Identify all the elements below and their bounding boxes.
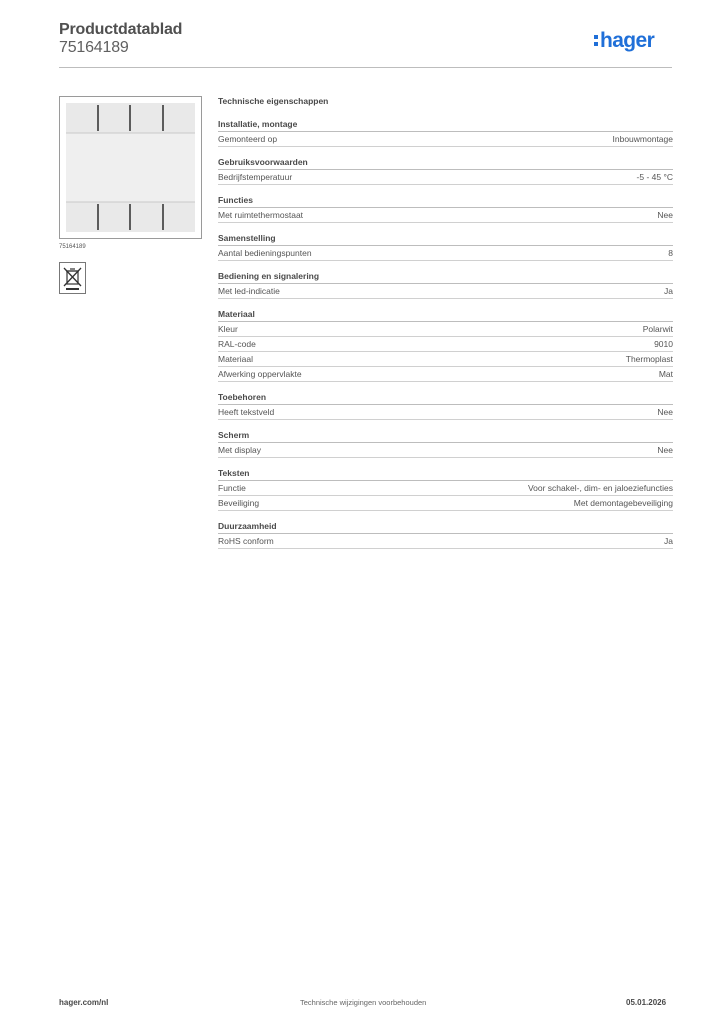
- spec-section: [218, 271, 673, 299]
- spec-row: [218, 337, 673, 352]
- spec-row: [218, 496, 673, 511]
- spec-section: [218, 195, 673, 223]
- spec-label: Functie: [218, 483, 246, 493]
- spec-value: Met demontagebeveiliging: [573, 498, 673, 508]
- spec-label: RoHS conform: [218, 536, 274, 546]
- spec-section-title: Samenstelling: [218, 233, 673, 246]
- spec-section-title: Installatie, montage: [218, 119, 673, 132]
- spec-value: Polarwit: [642, 324, 673, 334]
- spec-label: Beveiliging: [218, 498, 260, 508]
- spec-value: Nee: [657, 210, 673, 220]
- spec-row: [218, 170, 673, 185]
- spec-row: [218, 367, 673, 382]
- spec-row: [218, 246, 673, 261]
- spec-value: -5 - 45 °C: [636, 172, 673, 182]
- spec-section-title: Scherm: [218, 430, 673, 443]
- spec-value: 8: [668, 248, 673, 258]
- spec-section: [218, 157, 673, 185]
- spec-row: [218, 284, 673, 299]
- spec-label: Kleur: [218, 324, 238, 334]
- spec-label: Materiaal: [218, 354, 253, 364]
- spec-section-title: Bediening en signalering: [218, 271, 673, 284]
- spec-row: [218, 534, 673, 549]
- spec-label: Met ruimtethermostaat: [218, 210, 304, 220]
- eight-button-push-switch-image: [60, 97, 201, 238]
- spec-section: [218, 309, 673, 382]
- spec-section-title: Teksten: [218, 468, 673, 481]
- footer-website-link[interactable]: hager.com/nl: [59, 998, 109, 1007]
- spec-value: Thermoplast: [625, 354, 673, 364]
- spec-section: [218, 233, 673, 261]
- spec-section: [218, 392, 673, 420]
- spec-label: Aantal bedieningspunten: [218, 248, 312, 258]
- spec-label: RAL-code: [218, 339, 256, 349]
- page-title: Productdatablad: [59, 21, 183, 38]
- footer-date: 05.01.2026: [626, 998, 667, 1007]
- spec-section: [218, 119, 673, 147]
- specification-sections: [218, 119, 673, 549]
- specifications-heading: Technische eigenschappen: [218, 96, 329, 106]
- spec-label: Met led-indicatie: [218, 286, 280, 296]
- spec-section-title: Materiaal: [218, 309, 673, 322]
- hager-logo-mark: [594, 28, 674, 54]
- logo-text: hager: [600, 29, 655, 52]
- spec-row: [218, 481, 673, 496]
- hager-logo: [594, 28, 674, 59]
- spec-value: Nee: [657, 407, 673, 417]
- spec-row: [218, 208, 673, 223]
- spec-row: [218, 352, 673, 367]
- spec-row: [218, 132, 673, 147]
- spec-label: Bedrijfstemperatuur: [218, 172, 293, 182]
- crossed-out-wheelie-bin-icon: [59, 262, 86, 294]
- spec-section: [218, 521, 673, 549]
- spec-section-title: Functies: [218, 195, 673, 208]
- spec-section: [218, 430, 673, 458]
- spec-section-title: Duurzaamheid: [218, 521, 673, 534]
- product-number: 75164189: [59, 39, 129, 56]
- spec-label: Gemonteerd op: [218, 134, 278, 144]
- spec-value: Ja: [664, 286, 673, 296]
- spec-section-title: Toebehoren: [218, 392, 673, 405]
- spec-label: Afwerking oppervlakte: [218, 369, 302, 379]
- spec-section-title: Gebruiksvoorwaarden: [218, 157, 673, 170]
- header-divider: [59, 67, 672, 68]
- spec-value: 9010: [654, 339, 673, 349]
- spec-value: Voor schakel-, dim- en jaloeziefuncties: [527, 483, 673, 493]
- spec-label: Heeft tekstveld: [218, 407, 275, 417]
- spec-label: Met display: [218, 445, 261, 455]
- spec-value: Ja: [664, 536, 673, 546]
- spec-value: Inbouwmontage: [612, 134, 673, 144]
- spec-row: [218, 443, 673, 458]
- technical-specifications: [218, 96, 673, 559]
- spec-value: Nee: [657, 445, 673, 455]
- footer-disclaimer: Technische wijzigingen voorbehouden: [300, 998, 427, 1007]
- product-image-frame: [59, 96, 202, 239]
- spec-section: [218, 468, 673, 511]
- spec-value: Mat: [658, 369, 673, 379]
- spec-row: [218, 322, 673, 337]
- product-image-caption: 75164189: [59, 244, 86, 250]
- spec-row: [218, 405, 673, 420]
